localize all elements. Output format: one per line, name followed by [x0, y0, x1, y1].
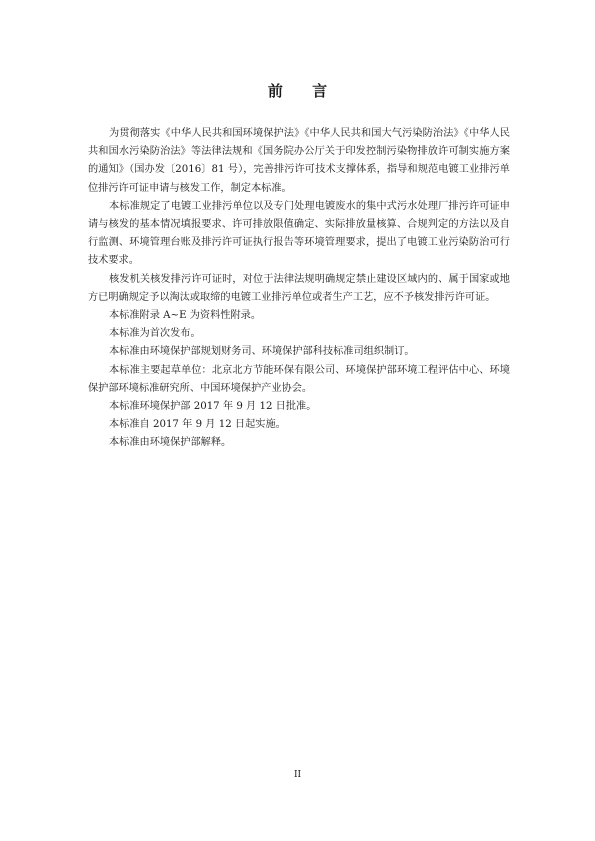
paragraph-effective-date: 本标准自 2017 年 9 月 12 日起实施。 [109, 419, 286, 431]
paragraph-issuing-rule: 核发机关核发排污许可证时，对位于法律法规明确规定禁止建设区域内的、属于国家或地方已明确规定予以淘汰或取缔的电镀工业排污单位或者生产工艺，应不予核发排污许可证。 [88, 273, 510, 303]
page-title: 前 言 [267, 82, 340, 100]
paragraph-scope: 本标准规定了电镀工业排污单位以及专门处理电镀废水的集中式污水处理厂排污许可证申请与核发的基本情况填报要求、许可排放限值确定、实际排放量核算、合规判定的方法以及自行监测、环境管理台账及排污许可证执行报告等环境管理要求，提出了电镀工业污染防治可行技术要求。 [88, 200, 510, 267]
paragraph-purpose: 为贯彻落实《中华人民共和国环境保护法》《中华人民共和国大气污染防治法》《中华人民共和国水污染防治法》等法律法规和《国务院办公厅关于印发控制污染物排放许可制实施方案的通知》（国办发〔2016〕81 号），完善排污许可技术支撑体系，指导和规范电镀工业排污单位排污许可证申请与核发工作，制定本标准。 [88, 128, 510, 194]
paragraph-first-release: 本标准为首次发布。 [109, 328, 201, 340]
paragraph-approval: 本标准环境保护部 2017 年 9 月 12 日批准。 [109, 401, 317, 413]
paragraph-organizer: 本标准由环境保护部规划财务司、环境保护部科技标准司组织制订。 [109, 346, 415, 358]
paragraph-drafters: 本标准主要起草单位：北京北方节能环保有限公司、环境保护部环境工程评估中心、环境保护部环境标准研究所、中国环境保护产业协会。 [88, 364, 510, 394]
paragraph-interpretation: 本标准由环境保护部解释。 [109, 437, 232, 449]
paragraph-appendix: 本标准附录 A~E 为资料性附录。 [109, 310, 262, 322]
page-number: II [293, 770, 302, 780]
foreword-body [88, 125, 510, 453]
